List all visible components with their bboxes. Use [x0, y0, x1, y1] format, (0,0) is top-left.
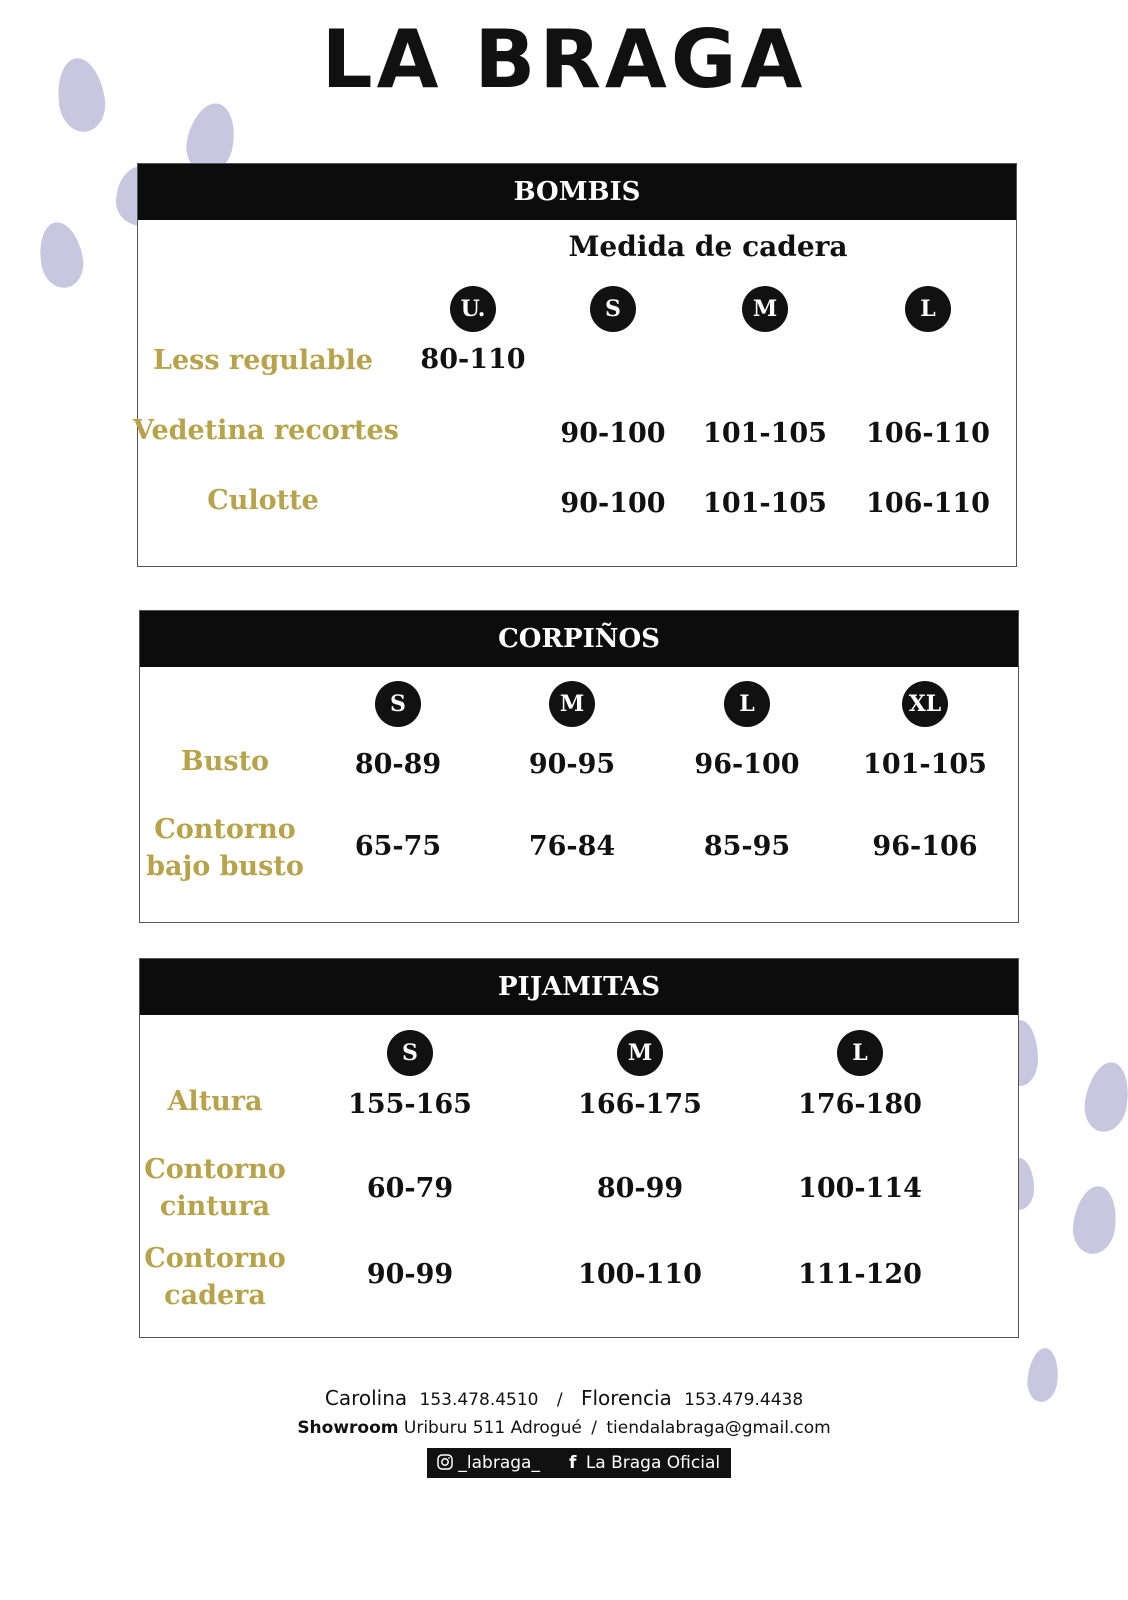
size-value: 96-106 [872, 831, 978, 862]
row-label: Busto [180, 746, 270, 777]
size-value: 101-105 [703, 488, 827, 519]
corpinos-title: CORPIÑOS [140, 611, 1018, 667]
size-badge: L [837, 1030, 883, 1076]
decorative-blob [1080, 1059, 1128, 1135]
instagram-handle: _labraga_ [458, 1453, 540, 1473]
facebook-icon: f [569, 1453, 577, 1473]
size-value: 111-120 [798, 1259, 922, 1290]
showroom-address: Uriburu 511 Adrogué [403, 1418, 582, 1438]
size-badge: M [617, 1030, 663, 1076]
size-value: 106-110 [866, 488, 990, 519]
bombis-title: BOMBIS [138, 164, 1016, 220]
contact-separator: / [556, 1390, 563, 1410]
address-separator: / [591, 1418, 597, 1438]
size-badge: M [549, 681, 595, 727]
decorative-blob [1069, 1183, 1120, 1256]
size-badge: S [387, 1030, 433, 1076]
row-label: Contorno [144, 1243, 286, 1274]
contact-name-1: Carolina [324, 1386, 408, 1410]
contact-address [0, 1418, 1128, 1438]
size-value: 100-114 [798, 1173, 922, 1204]
row-label: Contorno [154, 814, 296, 845]
row-label: bajo busto [146, 851, 304, 882]
pijamitas-title: PIJAMITAS [140, 959, 1018, 1015]
size-value: 166-175 [578, 1089, 702, 1120]
showroom-label: Showroom [297, 1418, 399, 1438]
bombis-subtitle: Medida de cadera [568, 230, 848, 263]
size-value: 90-99 [366, 1259, 454, 1290]
size-value: 176-180 [798, 1089, 922, 1120]
facebook-page: La Braga Oficial [585, 1453, 721, 1473]
bombis-table [133, 163, 1017, 567]
size-value: 65-75 [354, 831, 442, 862]
size-badge: U. [450, 286, 496, 332]
size-value: 90-100 [560, 418, 666, 449]
row-label: Vedetina recortes [133, 415, 399, 446]
pijamitas-table [139, 958, 1019, 1338]
size-value: 155-165 [348, 1089, 472, 1120]
row-label: cintura [159, 1191, 271, 1222]
contact-email[interactable]: tiendalabraga@gmail.com [606, 1418, 831, 1438]
size-value: 90-100 [560, 488, 666, 519]
contact-phone-2: 153.479.4438 [684, 1390, 804, 1410]
size-value: 80-110 [420, 344, 526, 375]
size-value: 76-84 [528, 831, 616, 862]
row-label: Less regulable [153, 345, 373, 376]
size-value: 85-95 [703, 831, 791, 862]
row-label: Contorno [144, 1154, 286, 1185]
instagram-link[interactable] [437, 1448, 540, 1478]
size-value: 80-89 [354, 749, 442, 780]
size-value: 80-99 [596, 1173, 684, 1204]
size-value: 100-110 [578, 1259, 702, 1290]
size-value: 60-79 [366, 1173, 454, 1204]
size-value: 101-105 [703, 418, 827, 449]
row-label: Culotte [207, 485, 319, 516]
size-badge: L [724, 681, 770, 727]
brand-logo: LA BRAGA [321, 13, 807, 106]
facebook-link[interactable] [569, 1448, 720, 1478]
size-value: 90-95 [528, 749, 616, 780]
social-bar [427, 1448, 731, 1478]
decorative-blob [35, 219, 88, 291]
instagram-icon [437, 1454, 453, 1470]
size-value: 96-100 [694, 749, 800, 780]
size-value: 101-105 [863, 749, 987, 780]
row-label: cadera [164, 1280, 266, 1311]
contact-name-2: Florencia [580, 1386, 672, 1410]
corpinos-table [139, 610, 1019, 923]
size-value: 106-110 [866, 418, 990, 449]
size-badge: XL [902, 681, 948, 727]
size-badge: S [375, 681, 421, 727]
size-badge: M [742, 286, 788, 332]
size-badge: L [905, 286, 951, 332]
contact-phones [0, 1386, 1128, 1410]
size-badge: S [590, 286, 636, 332]
contact-phone-1: 153.478.4510 [419, 1390, 539, 1410]
row-label: Altura [167, 1086, 263, 1117]
